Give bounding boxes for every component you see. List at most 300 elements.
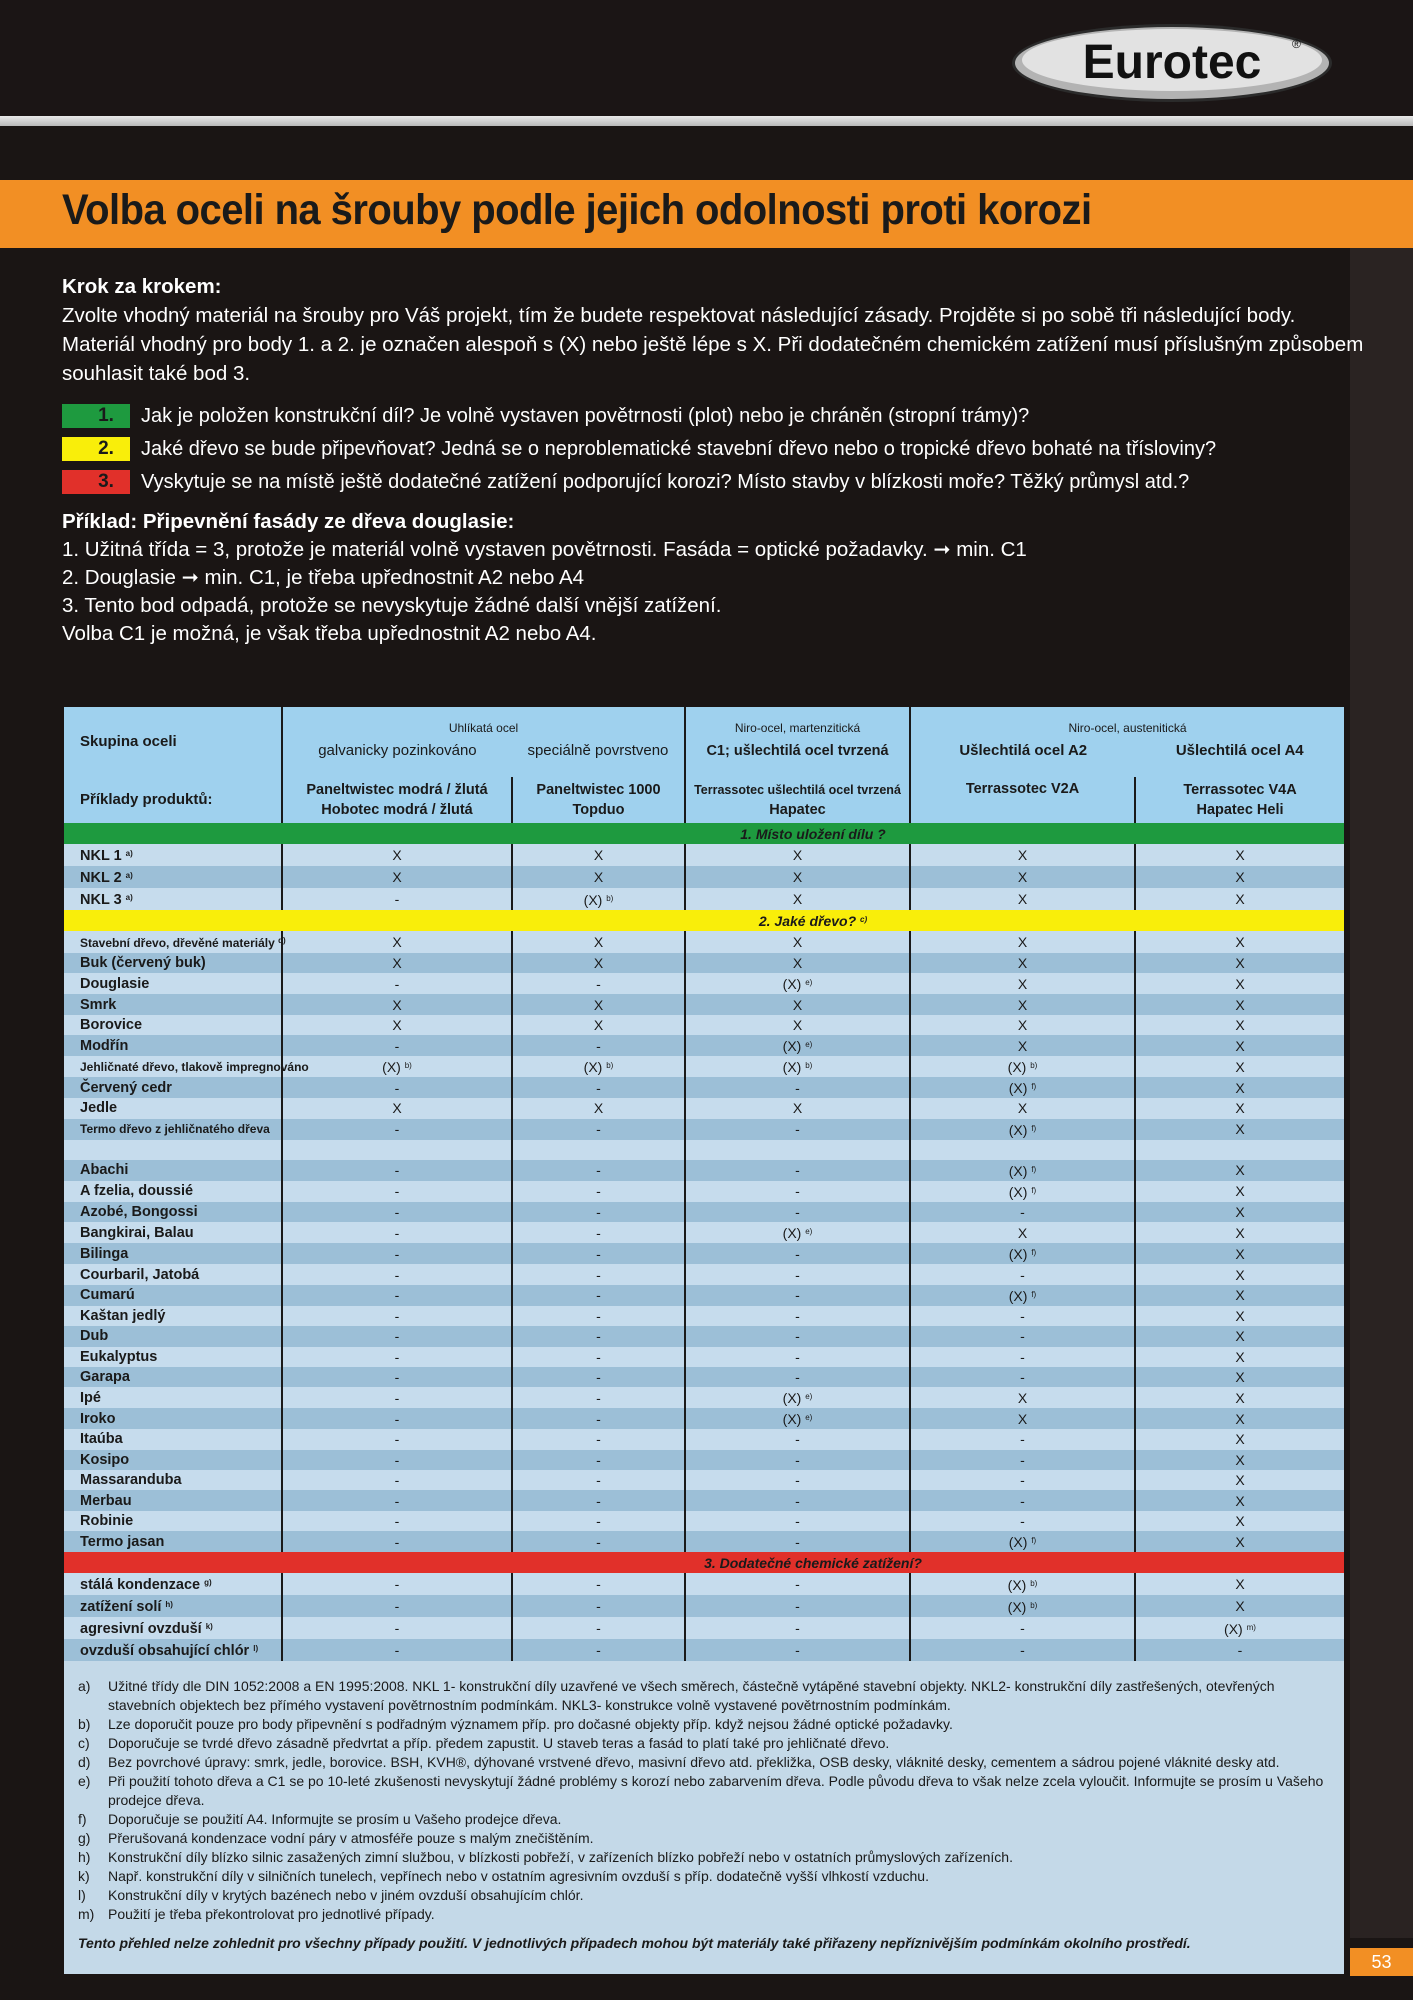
table-row (64, 994, 1344, 1014)
col-header: galvanicky pozinkováno (318, 742, 477, 759)
rating-cell: - (512, 1035, 685, 1056)
rating-cell: - (910, 1470, 1135, 1490)
rating-cell: - (282, 1573, 512, 1595)
rating-cell: - (282, 1511, 512, 1531)
rating-cell: - (685, 1347, 910, 1367)
rating-cell: - (685, 1202, 910, 1222)
rating-cell: X (1135, 1160, 1344, 1181)
rating-cell (282, 1140, 512, 1160)
rating-cell: X (685, 953, 910, 973)
row-label: Azobé, Bongossi (64, 1202, 282, 1222)
rating-cell: - (512, 1408, 685, 1429)
rating-cell: X (1135, 1450, 1344, 1470)
rating-cell: X (1135, 1077, 1344, 1098)
rating-cell: X (512, 994, 685, 1014)
table-row (64, 1285, 1344, 1306)
footnote-item: e) Při použití tohoto dřeva a C1 se po 10-leté zkušenosti nevyskytují žádné problémy s korozí nebo zabarvením dřeva. Podle původu dřeva to však nelze zcela vyloučit. Informujte se prosím u Vašeho prodejce dřeva. (78, 1773, 1324, 1808)
rating-cell: - (282, 973, 512, 994)
rating-cell: (X) $^{f)}$ (910, 1077, 1135, 1098)
rating-cell: X (1135, 1490, 1344, 1510)
rating-cell: X (1135, 1429, 1344, 1449)
row-label: Eukalyptus (64, 1347, 282, 1367)
table-row (64, 1222, 1344, 1243)
rating-cell: X (910, 866, 1135, 888)
table-row (64, 1015, 1344, 1035)
final-note: Tento přehled nelze zohlednit pro všechny případy použití. V jednotlivých případech mohou být materiály také přiřazeny nepříznivějším podmínkám okolního prostředí. (78, 1935, 1191, 1951)
col-header: C1; ušlechtilá ocel tvrzená (706, 743, 889, 759)
rating-cell: - (512, 1470, 685, 1490)
rating-cell: X (282, 994, 512, 1014)
rating-cell: X (512, 1015, 685, 1035)
rating-cell: - (282, 1243, 512, 1264)
rating-cell: X (1135, 866, 1344, 888)
footnote-item: c) Doporučuje se tvrdé dřevo zásadně předvrtat a příp. předem zapustit. U staveb teras a fasád to platí také pro jehličnaté dřevo. (78, 1735, 890, 1751)
section-header (64, 823, 1344, 844)
row-label: Jehličnaté dřevo, tlakově impregnováno (64, 1056, 282, 1077)
row-label: Červený cedr (64, 1077, 282, 1098)
row-label: Garapa (64, 1367, 282, 1387)
rating-cell: X (512, 866, 685, 888)
footnote-item: f) Doporučuje se použití A4. Informujte se prosím u Vašeho prodejce dřeva. (78, 1811, 562, 1827)
rating-cell: - (282, 1222, 512, 1243)
rating-cell: X (910, 888, 1135, 910)
row-label: Kaštan jedlý (64, 1306, 282, 1326)
rating-cell: - (512, 1595, 685, 1617)
table-row (64, 1595, 1344, 1617)
footnote-item: h) Konstrukční díly blízko silnic zasažených zimní službou, v blízkosti pobřeží, v zařízeních blízko pobřeží nebo v ostatních průmyslových zařízeních. (78, 1849, 1013, 1865)
rating-cell: - (282, 1306, 512, 1326)
rating-cell: - (910, 1429, 1135, 1449)
table-row (64, 1160, 1344, 1181)
rating-cell: - (685, 1639, 910, 1661)
table-row (64, 1450, 1344, 1470)
table-row (64, 1098, 1344, 1118)
rating-cell: X (1135, 844, 1344, 866)
rating-cell: - (282, 1639, 512, 1661)
rating-cell: - (282, 1617, 512, 1639)
section-header (64, 910, 1344, 931)
rating-cell: - (685, 1264, 910, 1284)
rating-cell: - (1135, 1639, 1344, 1661)
rating-cell: - (910, 1511, 1135, 1531)
row-label: Termo jasan (64, 1531, 282, 1552)
intro-line: Zvolte vhodný materiál na šrouby pro Váš projekt, tím že budete respektovat následující zásady. Projděte si po sobě tři následující body. (62, 304, 1296, 327)
rating-cell: - (685, 1595, 910, 1617)
rating-cell: X (1135, 1035, 1344, 1056)
table-row (64, 1119, 1344, 1140)
svg-text:®: ® (1292, 37, 1301, 51)
row-label: Stavební dřevo, dřevěné materiály $^{d)}$ (64, 931, 282, 953)
rating-cell: X (1135, 1056, 1344, 1077)
footnote-item: d) Bez povrchové úpravy: smrk, jedle, borovice. BSH, KVH®, dýhované vrstvené dřevo, masivní dřevo atd. překližka, OSB desky, vláknité desky, cementem a sádrou pojené vláknité desky atd. (78, 1754, 1280, 1770)
rating-cell: X (910, 1015, 1135, 1035)
rating-cell: X (1135, 1015, 1344, 1035)
rating-cell: - (512, 1160, 685, 1181)
row-label: A fzelia, doussié (64, 1181, 282, 1202)
rating-cell: - (282, 1470, 512, 1490)
step-text: Jaké dřevo se bude připevňovat? Jedná se o neproblematické stavební dřevo nebo o tropické dřevo bohaté na třísloviny? (141, 438, 1217, 460)
col-header: Ušlechtilá ocel A4 (1175, 742, 1304, 759)
rating-cell: X (910, 1408, 1135, 1429)
section-title: 3. Dodatečné chemické zatížení? (282, 1552, 1344, 1573)
rating-cell: - (685, 1531, 910, 1552)
rating-cell: (X) $^{f)}$ (910, 1243, 1135, 1264)
table-row (64, 1490, 1344, 1510)
rating-cell: X (685, 994, 910, 1014)
rating-cell: X (1135, 888, 1344, 910)
rating-cell: - (512, 1511, 685, 1531)
rating-cell: - (282, 1285, 512, 1306)
rating-cell: - (512, 1285, 685, 1306)
rating-cell: - (685, 1306, 910, 1326)
rating-cell: - (685, 1077, 910, 1098)
step-chip-red: 3. (62, 470, 130, 494)
rating-cell: X (1135, 1326, 1344, 1346)
rating-cell: (X) $^{e)}$ (685, 1408, 910, 1429)
rating-cell: X (512, 1098, 685, 1118)
rating-cell: (X) $^{b)}$ (910, 1056, 1135, 1077)
products-cell: Terrassotec V4A Hapatec Heli (1135, 777, 1344, 823)
rating-cell: X (685, 888, 910, 910)
section-spacer (64, 823, 282, 844)
table-row (64, 1326, 1344, 1346)
rating-cell: X (1135, 1367, 1344, 1387)
rating-cell: - (910, 1326, 1135, 1346)
table-row (64, 1511, 1344, 1531)
table-row (64, 1367, 1344, 1387)
row-label: Dub (64, 1326, 282, 1346)
rating-cell: - (282, 1264, 512, 1284)
rating-cell (1135, 1140, 1344, 1160)
rating-cell: - (512, 973, 685, 994)
silver-stripe (0, 116, 1413, 126)
rating-cell: X (282, 953, 512, 973)
intro-heading: Krok za krokem: (62, 275, 222, 298)
rating-cell: X (1135, 1470, 1344, 1490)
table-row (64, 1639, 1344, 1661)
rating-cell: - (685, 1573, 910, 1595)
table-row (64, 953, 1344, 973)
rating-cell: (X) $^{e)}$ (685, 1035, 910, 1056)
section-spacer (64, 1552, 282, 1573)
rating-cell: - (282, 1035, 512, 1056)
footnote-item: l) Konstrukční díly v krytých bazénech nebo v jiném ovzduší obsahujícím chlór. (78, 1887, 584, 1903)
rating-cell: - (512, 1617, 685, 1639)
rating-cell: (X) $^{f)}$ (910, 1531, 1135, 1552)
rating-cell: - (512, 1243, 685, 1264)
rating-cell: - (512, 1639, 685, 1661)
rating-cell: (X) $^{b)}$ (910, 1595, 1135, 1617)
section-spacer (64, 910, 282, 931)
rating-cell: - (910, 1617, 1135, 1639)
products-cell: Paneltwistec modrá / žlutá Hobotec modrá / žlutá (282, 777, 512, 823)
rating-cell: (X) $^{b)}$ (910, 1573, 1135, 1595)
rating-cell: - (282, 1077, 512, 1098)
rating-cell: - (910, 1347, 1135, 1367)
section-header (64, 1552, 1344, 1573)
table-row (64, 931, 1344, 953)
rating-cell: (X) $^{f)}$ (910, 1181, 1135, 1202)
rating-cell: - (282, 1202, 512, 1222)
intro-line: Materiál vhodný pro body 1. a 2. je označen alespoň s (X) nebo ještě lépe s X. Při dodatečném chemickém zatížení musí příslušným způsobem souhlasit také bod 3. (62, 333, 1364, 385)
rating-cell: - (685, 1243, 910, 1264)
table-row (64, 1573, 1344, 1595)
rating-cell: - (685, 1617, 910, 1639)
rating-cell: X (1135, 1285, 1344, 1306)
rating-cell: - (282, 1119, 512, 1140)
rating-cell: - (512, 1181, 685, 1202)
rating-cell (512, 1140, 685, 1160)
rating-cell: X (1135, 1408, 1344, 1429)
rating-cell: (X) $^{b)}$ (282, 1056, 512, 1077)
rating-cell: X (685, 866, 910, 888)
rating-cell: - (512, 1202, 685, 1222)
rating-cell: - (282, 1595, 512, 1617)
section-title: 1. Místo uložení dílu ? (282, 823, 1344, 844)
page-number: 53 (1350, 1948, 1413, 1976)
rating-cell: - (685, 1181, 910, 1202)
table-row (64, 1617, 1344, 1639)
row-label: Buk (červený buk) (64, 953, 282, 973)
row-label: Itaúba (64, 1429, 282, 1449)
rating-cell: X (910, 1387, 1135, 1408)
step-chip-green: 1. (62, 404, 130, 428)
row-label: Borovice (64, 1015, 282, 1035)
example-line: Volba C1 je možná, je však třeba upřednostnit A2 nebo A4. (62, 622, 597, 645)
rating-cell: (X) $^{f)}$ (910, 1285, 1135, 1306)
rating-cell: - (282, 1450, 512, 1470)
row-label: zatížení solí $^{h)}$ (64, 1595, 282, 1617)
footnote-item: a) Užitné třídy dle DIN 1052:2008 a EN 1995:2008. NKL 1- konstrukční díly uzavřené ve všech směrech, částečně vytápěné stavební objekty. NKL2- konstrukční díly zastřešených, otevřených stavebních objektech bez přímého vystavení povětrnostním podmínkám. NKL3- konstrukce volně vystavené povětrnostním podmínkám. (78, 1678, 1275, 1713)
rating-cell: - (282, 1181, 512, 1202)
rating-cell: X (685, 1098, 910, 1118)
rating-cell: - (685, 1470, 910, 1490)
rating-cell: X (685, 931, 910, 953)
group-carbon: Uhlíkatá ocel galvanicky pozinkováno speciálně povrstveno (282, 707, 685, 777)
rating-cell: X (910, 1222, 1135, 1243)
page-title: Volba oceli na šrouby podle jejich odolnosti proti korozi (62, 186, 1092, 234)
rating-cell: X (910, 973, 1135, 994)
rating-cell: - (512, 1450, 685, 1470)
rating-cell: - (512, 1077, 685, 1098)
rating-cell: X (1135, 1222, 1344, 1243)
rating-cell: - (910, 1264, 1135, 1284)
rating-cell: - (685, 1326, 910, 1346)
example-line: 1. Užitná třída = 3, protože je materiál volně vystaven povětrnosti. Fasáda = optické požadavky. ➞ min. C1 (62, 538, 1027, 561)
rating-cell: (X) $^{e)}$ (685, 1387, 910, 1408)
rating-cell: X (1135, 1387, 1344, 1408)
rating-cell: - (282, 1326, 512, 1346)
rating-cell: X (1135, 1202, 1344, 1222)
rating-cell: - (910, 1639, 1135, 1661)
table-row (64, 844, 1344, 866)
row-label: Modřín (64, 1035, 282, 1056)
rating-cell: - (685, 1429, 910, 1449)
rating-cell: - (512, 1573, 685, 1595)
row-label: Bilinga (64, 1243, 282, 1264)
col-header: Ušlechtilá ocel A2 (959, 742, 1088, 759)
rating-cell: - (910, 1450, 1135, 1470)
rating-cell: X (685, 1015, 910, 1035)
row-label: NKL 2 $^{a)}$ (64, 866, 282, 888)
table-row (64, 1077, 1344, 1098)
table-row (64, 1531, 1344, 1552)
rating-cell: X (282, 1015, 512, 1035)
rating-cell: - (512, 1222, 685, 1243)
rating-cell: (X) $^{e)}$ (685, 973, 910, 994)
footnote-item: g) Přerušovaná kondenzace vodní páry v atmosféře pouze s malým znečištěním. (78, 1830, 594, 1846)
rating-cell: - (512, 1347, 685, 1367)
footnote-item: b) Lze doporučit pouze pro body připevnění s podřadným významem příp. pro dočasné objekty příp. když nejsou žádné optické požadavky. (78, 1716, 953, 1732)
rating-cell: - (282, 1531, 512, 1552)
rating-cell: X (1135, 1098, 1344, 1118)
group-martensitic: Niro-ocel, martenzitická C1; ušlechtilá ocel tvrzená (685, 707, 910, 777)
rating-cell: - (685, 1490, 910, 1510)
rating-cell: - (512, 1326, 685, 1346)
row-label: Ipé (64, 1387, 282, 1408)
step-text: Vyskytuje se na místě ještě dodatečné zatížení podporující korozi? Místo stavby v blízkosti moře? Těžký průmysl atd.? (141, 471, 1190, 493)
rating-cell: - (512, 1306, 685, 1326)
row-label: stálá kondenzace $^{g)}$ (64, 1573, 282, 1595)
rating-cell: (X) $^{b)}$ (512, 888, 685, 910)
eurotec-logo (1010, 22, 1334, 104)
table-row (64, 1181, 1344, 1202)
rating-cell: - (282, 1160, 512, 1181)
rating-cell: X (1135, 953, 1344, 973)
rating-cell: X (1135, 1511, 1344, 1531)
row-label: Termo dřevo z jehličnatého dřeva (64, 1119, 282, 1140)
col-header: speciálně povrstveno (527, 742, 669, 759)
table-row (64, 1387, 1344, 1408)
rating-cell: X (1135, 1119, 1344, 1140)
products-label: Příklady produktů: (64, 777, 282, 823)
row-label: Courbaril, Jatobá (64, 1264, 282, 1284)
products-cell: Terrassotec ušlechtilá ocel tvrzená Hapatec (685, 777, 910, 823)
rating-cell: - (512, 1531, 685, 1552)
rating-cell: - (282, 1347, 512, 1367)
row-label: Abachi (64, 1160, 282, 1181)
rating-cell: X (1135, 994, 1344, 1014)
rating-cell: - (685, 1367, 910, 1387)
table-row (64, 1056, 1344, 1077)
rating-cell: X (1135, 1243, 1344, 1264)
rating-cell: - (910, 1490, 1135, 1510)
rating-cell: (X) $^{f)}$ (910, 1160, 1135, 1181)
section-title: 2. Jaké dřevo? $^{c)}$ (282, 910, 1344, 931)
row-label: Iroko (64, 1408, 282, 1429)
rating-cell: X (282, 844, 512, 866)
rating-cell: (X) $^{e)}$ (685, 1222, 910, 1243)
rating-cell: - (512, 1387, 685, 1408)
example-line: 2. Douglasie ➞ min. C1, je třeba upřednostnit A2 nebo A4 (62, 566, 585, 589)
rating-cell: - (910, 1306, 1135, 1326)
rating-cell: X (1135, 1347, 1344, 1367)
rating-cell: X (910, 931, 1135, 953)
rating-cell: - (685, 1119, 910, 1140)
table-row (64, 866, 1344, 888)
footnote-item: k) Např. konstrukční díly v silničních tunelech, vepřínech nebo v ostatním agresivním ovzduší s příp. dodatečně vyšší vlhkostí vzduchu. (78, 1868, 929, 1884)
rating-cell: - (685, 1160, 910, 1181)
header-row (64, 707, 1344, 777)
table-row (64, 1408, 1344, 1429)
row-header-label: Skupina oceli (64, 707, 282, 777)
row-label: Jedle (64, 1098, 282, 1118)
rating-cell: (X) $^{b)}$ (512, 1056, 685, 1077)
rating-cell: X (1135, 973, 1344, 994)
table-row (64, 1429, 1344, 1449)
group-austenitic: Niro-ocel, austenitická Ušlechtilá ocel A2 Ušlechtilá ocel A4 (910, 707, 1344, 777)
rating-cell (685, 1140, 910, 1160)
row-label (64, 1140, 282, 1160)
products-cell: Terrassotec V2A (910, 777, 1135, 823)
logo-text: Eurotec (1082, 36, 1262, 89)
example-heading: Příklad: Připevnění fasády ze dřeva douglasie: (62, 510, 515, 533)
step-text: Jak je položen konstrukční díl? Je volně vystaven povětrnosti (plot) nebo je chráněn (stropní trámy)? (141, 405, 1030, 427)
rating-cell: - (685, 1285, 910, 1306)
rating-cell: - (282, 1429, 512, 1449)
table-row (64, 1347, 1344, 1367)
rating-cell: X (1135, 1531, 1344, 1552)
table-row (64, 888, 1344, 910)
rating-cell: - (282, 1490, 512, 1510)
table-row (64, 1035, 1344, 1056)
products-cell: Paneltwistec 1000 Topduo (512, 777, 685, 823)
rating-cell: (X) $^{b)}$ (685, 1056, 910, 1077)
products-row (64, 777, 1344, 823)
right-strip (1350, 248, 1413, 1938)
rating-cell: X (282, 931, 512, 953)
rating-cell: X (1135, 1264, 1344, 1284)
rating-cell: (X) $^{f)}$ (910, 1119, 1135, 1140)
rating-cell: X (910, 994, 1135, 1014)
rating-cell: X (282, 866, 512, 888)
row-label: agresivní ovzduší $^{k)}$ (64, 1617, 282, 1639)
row-label: Douglasie (64, 973, 282, 994)
row-label: Cumarú (64, 1285, 282, 1306)
rating-cell: X (1135, 931, 1344, 953)
example-block (62, 508, 1362, 648)
rating-cell: X (1135, 1595, 1344, 1617)
row-label: Kosipo (64, 1450, 282, 1470)
rating-cell: X (1135, 1181, 1344, 1202)
example-line: 3. Tento bod odpadá, protože se nevyskytuje žádné další vnější zatížení. (62, 594, 722, 617)
rating-cell: - (282, 1387, 512, 1408)
row-label: NKL 3 $^{a)}$ (64, 888, 282, 910)
rating-cell: - (512, 1119, 685, 1140)
rating-cell: X (512, 931, 685, 953)
rating-cell: X (1135, 1306, 1344, 1326)
rating-cell: X (910, 844, 1135, 866)
rating-cell: - (685, 1450, 910, 1470)
rating-cell (910, 1140, 1135, 1160)
table-row (64, 1202, 1344, 1222)
rating-cell: - (282, 888, 512, 910)
rating-cell: X (910, 953, 1135, 973)
rating-cell: - (685, 1511, 910, 1531)
rating-cell: - (512, 1429, 685, 1449)
rating-cell: X (512, 953, 685, 973)
rating-cell: - (910, 1367, 1135, 1387)
rating-cell: X (910, 1098, 1135, 1118)
row-label: Robinie (64, 1511, 282, 1531)
table-row (64, 1264, 1344, 1284)
rating-cell: - (910, 1202, 1135, 1222)
table-row (64, 1243, 1344, 1264)
table-row (64, 973, 1344, 994)
rating-cell: - (512, 1367, 685, 1387)
rating-cell: X (910, 1035, 1135, 1056)
rating-cell: X (1135, 1573, 1344, 1595)
